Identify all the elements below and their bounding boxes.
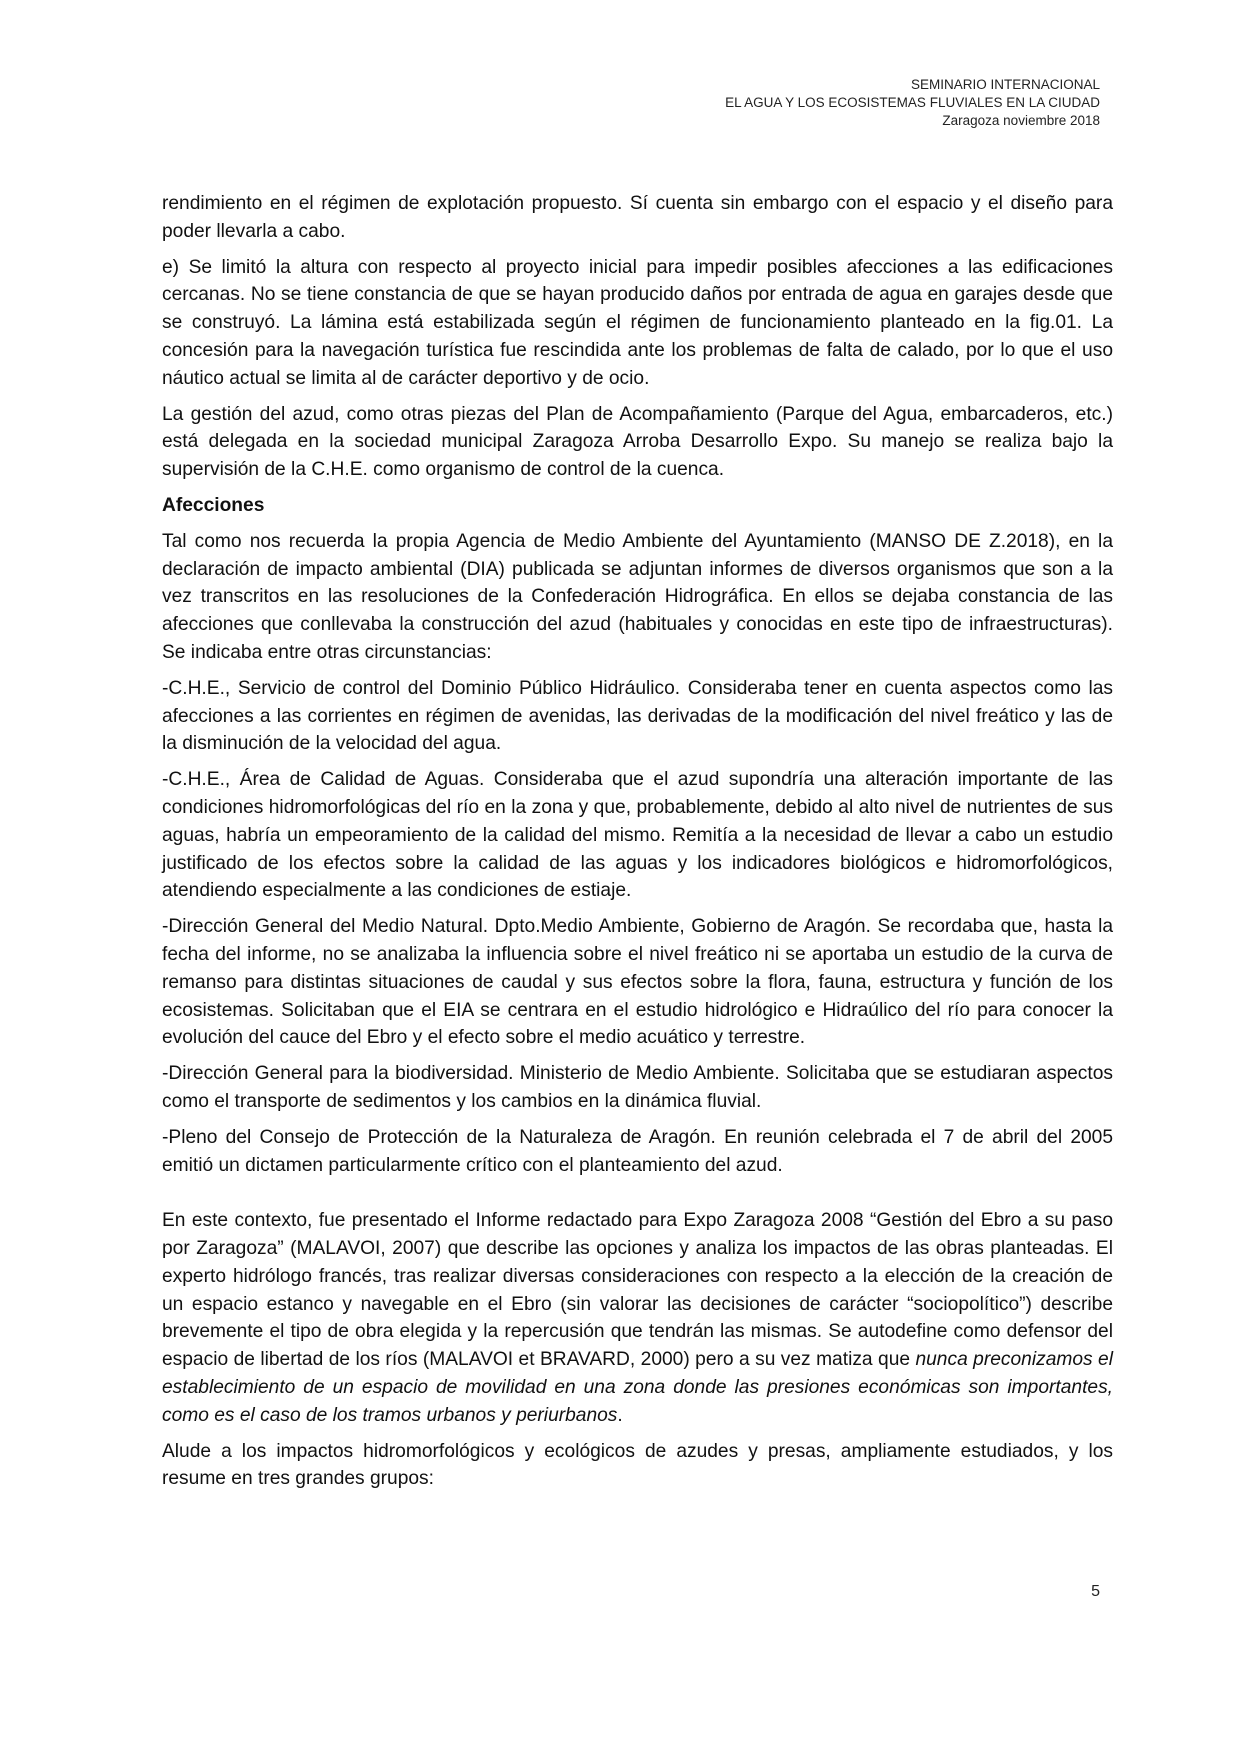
paragraph-item-e: e) Se limitó la altura con respecto al proyecto inicial para impedir posibles afecciones a las edificaciones cercanas. No se tiene constancia de que se hayan producido daños por entrada de agua en garajes desde que se construyó. La lámina está estabilizada según el régimen de funcionamiento planteado en la fig.01. La concesión para la navegación turística fue rescindida ante los problemas de falta de calado, por lo que el uso náutico actual se limita al de carácter deportivo y de ocio.	[162, 256, 1113, 389]
header-date: Zaragoza noviembre 2018	[942, 113, 1100, 128]
list-item-biodiversidad: -Dirección General para la biodiversidad. Ministerio de Medio Ambiente. Solicitaba que se estudiaran aspectos como el transporte de sedimentos y los cambios en la dinámica fluvial.	[162, 1063, 1113, 1112]
list-item-consejo: -Pleno del Consejo de Protección de la Naturaleza de Aragón. En reunión celebrada el 7 de abril del 2005 emitió un dictamen particularmente crítico con el planteamiento del azud.	[162, 1126, 1113, 1176]
header-seminar-title: SEMINARIO INTERNACIONAL	[910, 77, 1100, 92]
paragraph-contexto-end: .	[617, 1404, 623, 1426]
list-item-medio-natural: -Dirección General del Medio Natural. Dpto.Medio Ambiente, Gobierno de Aragón. Se recordaba que, hasta la fecha del informe, no se analizaba la influencia sobre el nivel freático ni se aportaba un estudio de la curva de remanso para distintas situaciones de caudal y sus efectos sobre la flora, fauna, estructura y función de los ecosistemas. Solicitaban que el EIA se centrara en el estudio hidrológico e Hidraúlico del río para conocer la evolución del cauce del Ebro y el efecto sobre el medio acuático y terrestre.	[162, 916, 1113, 1049]
paragraph-contexto-text: En este contexto, fue presentado el Informe redactado para Expo Zaragoza 2008 “Gestión del Ebro a su paso por Zaragoza” (MALAVOI, 2007) que describe las opciones y analiza los impactos de las obras planteadas. El experto hidrólogo francés, tras realizar diversas consideraciones con respecto a la elección de la creación de un espacio estanco y navegable en el Ebro (sin valorar las decisiones de carácter “sociopolítico”) describe brevemente el tipo de obra elegida y la repercusión que tendrán las mismas. Se autodefine como defensor del espacio de libertad de los ríos (MALAVOI et BRAVARD, 2000) pero a su vez matiza que	[162, 1210, 1113, 1371]
paragraph-agencia: Tal como nos recuerda la propia Agencia de Medio Ambiente del Ayuntamiento (MANSO DE Z.2018), en la declaración de impacto ambiental (DIA) publicada se adjuntan informes de diversos organismos que son a la vez transcritos en las resoluciones de la Confederación Hidrográfica. En ellos se dejaba constancia de las afecciones que conllevaba la construcción del azud (habituales y conocidas en este tipo de infraestructuras). Se indicaba entre otras circunstancias:	[162, 530, 1113, 663]
paragraph-gestion: La gestión del azud, como otras piezas del Plan de Acompañamiento (Parque del Agua, embarcaderos, etc.) está delegada en la sociedad municipal Zaragoza Arroba Desarrollo Expo. Su manejo se realiza bajo la supervisión de la C.H.E. como organismo de control de la cuenca.	[162, 403, 1113, 481]
page-header	[725, 76, 1100, 130]
header-seminar-subtitle: EL AGUA Y LOS ECOSISTEMAS FLUVIALES EN LA CIUDAD	[725, 95, 1100, 110]
list-item-che-calidad: -C.H.E., Área de Calidad de Aguas. Consideraba que el azud supondría una alteración importante de las condiciones hidromorfológicas del río en la zona y que, probablemente, debido al alto nivel de nutrientes de sus aguas, habría un empeoramiento de la calidad del mismo. Remitía a la necesidad de llevar a cabo un estudio justificado de los efectos sobre la calidad de las aguas y los indicadores biológicos e hidromorfológicos, atendiendo especialmente a las condiciones de estiaje.	[162, 769, 1113, 902]
page-number: 5	[1091, 1583, 1100, 1600]
paragraph-contexto	[162, 1207, 1113, 1429]
paragraph-alude: Alude a los impactos hidromorfológicos y ecológicos de azudes y presas, ampliamente estudiados, y los resume en tres grandes grupos:	[162, 1440, 1113, 1490]
list-item-che-dominio: -C.H.E., Servicio de control del Dominio Público Hidráulico. Consideraba tener en cuenta aspectos como las afecciones a las corrientes en régimen de avenidas, las derivadas de la modificación del nivel freático y las de la disminución de la velocidad del agua.	[162, 677, 1113, 755]
section-heading-afecciones: Afecciones	[162, 494, 265, 516]
document-body	[162, 190, 1113, 1501]
paragraph-rendimiento: rendimiento en el régimen de explotación propuesto. Sí cuenta sin embargo con el espacio y el diseño para poder llevarla a cabo.	[162, 193, 1113, 242]
paragraph-contexto-quote: nunca preconizamos el establecimiento de un espacio de movilidad en una zona donde las presiones económicas son importantes, como es el caso de los tramos urbanos y periurbanos	[162, 1349, 1113, 1426]
